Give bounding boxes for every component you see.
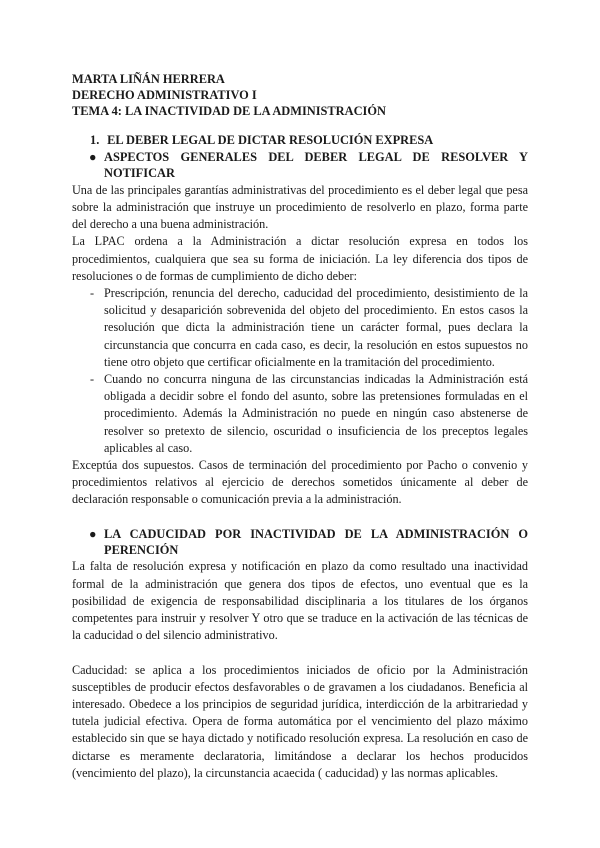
section-2-subheading [72, 526, 528, 559]
section-1-number: 1. [90, 133, 100, 147]
spacer [72, 645, 528, 662]
dash-icon: - [90, 372, 95, 387]
document-body [72, 132, 528, 782]
paragraph: Una de las principales garantías administrativas del procedimiento es el deber legal que pesa sobre la administración que instruye un procedimiento de resolverlo en plazo, forma parte del derecho a una buena administración. [72, 182, 528, 232]
author-name: MARTA LIÑÁN HERRERA [72, 72, 225, 86]
list-item-text: Cuando no concurra ninguna de las circunstancias indicadas la Administración está obligada a decidir sobre el fondo del asunto, sobre las pretensiones formuladas en el procedimiento. Además la Administración no puede en ningún caso abstenerse de resolver so pretexto de silencio, oscuridad o insuficiencia de los preceptos legales aplicables al caso. [104, 372, 528, 455]
section-1-subheading [72, 149, 528, 182]
dash-icon: - [90, 286, 95, 301]
list-item [72, 371, 528, 457]
section-1-heading [90, 132, 528, 149]
course-name: DERECHO ADMINISTRATIVO I [72, 88, 257, 103]
topic-title: TEMA 4: LA INACTIVIDAD DE LA ADMINISTRACIÓN [72, 104, 386, 119]
paragraph: Caducidad: se aplica a los procedimientos iniciados de oficio por la Administración susceptibles de producir efectos desfavorables o de gravamen a los ciudadanos. Beneficia al interesado. Obedece a los principios de seguridad jurídica, interdicción de la arbitrariedad y tutela judicial efectiva. Opera de forma automática por el vencimiento del plazo máximo establecido sin que se haya dictado y notificado resolución expresa. La resolución en caso de dictarse es meramente declaratoria, limitándose a declarar los hechos producidos (vencimiento del plazo), la circunstancia acaecida ( caducidad) y las normas aplicables. [72, 662, 528, 780]
section-1-title: EL DEBER LEGAL DE DICTAR RESOLUCIÓN EXPRESA [107, 133, 434, 147]
document-header [72, 71, 532, 120]
section-1-subheading-text: ASPECTOS GENERALES DEL DEBER LEGAL DE RESOLVER Y NOTIFICAR [104, 150, 528, 181]
list-item [72, 285, 528, 371]
paragraph: La LPAC ordena a la Administración a dictar resolución expresa en todos los procedimientos, cualquiera que sea su forma de iniciación. La ley diferencia dos tipos de resoluciones o de formas de cumplimiento de dicho deber: [72, 234, 528, 283]
paragraph: La falta de resolución expresa y notificación en plazo da como resultado una inactividad formal de la administración que genera dos tipos de efectos, uno eventual que es la posibilidad de exigencia de responsabilidad disciplinaria a los titulares de los órganos competentes para instruir y resolver Y otro que se traduce en la activación de las técnicas de la caducidad o del silencio administrativo. [72, 559, 528, 643]
section-2-subheading-text: LA CADUCIDAD POR INACTIVIDAD DE LA ADMINISTRACIÓN O PERENCIÓN [104, 526, 528, 558]
bullet-icon: ● [89, 526, 97, 541]
resolution-types-list [72, 285, 528, 457]
bullet-icon: ● [89, 150, 97, 164]
paragraph: Exceptúa dos supuestos. Casos de terminación del procedimiento por Pacho o convenio y procedimientos relativos al ejercicio de derechos sometidos únicamente al deber de declaración responsable o comunicación previa a la administración. [72, 458, 528, 507]
list-item-text: Prescripción, renuncia del derecho, caducidad del procedimiento, desistimiento de la solicitud y desaparición sobrevenida del objeto del procedimiento. En estos casos la resolución que dicta la administración tiene un carácter formal, pues declara la circunstancia que concurra en cada caso, es decir, la resolución en estos supuestos no tiene otro objeto que certificar oficialmente en la tramitación del procedimiento. [104, 286, 528, 369]
spacer [72, 509, 528, 526]
